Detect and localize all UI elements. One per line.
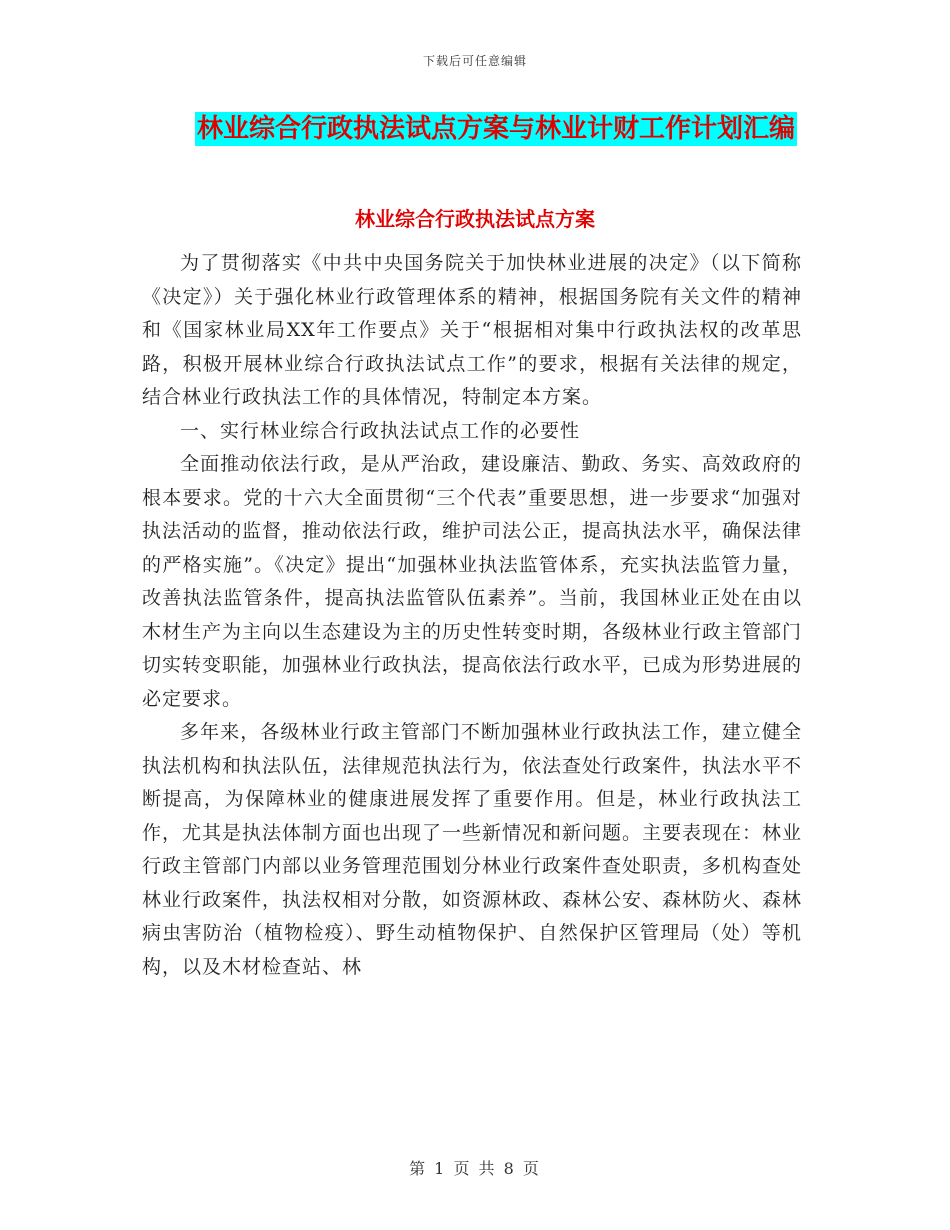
page-footer: 第 1 页 共 8 页 — [409, 1159, 541, 1178]
document-body — [142, 247, 802, 984]
header-note: 下载后可任意编辑 — [422, 54, 527, 68]
paragraph-intro: 为了贯彻落实《中共中央国务院关于加快林业进展的决定》（以下简称《决定》）关于强化林业行政管理体系的精神，根据国务院有关文件的精神和《国家林业局XX年工作要点》关于“根据相对集中行政执法权的改革思路，积极开展林业综合行政执法试点工作”的要求，根据有关法律的规定，结合林业行政执法工作的具体情况，特制定本方案。 — [142, 252, 802, 408]
paragraph-heading-one: 一、实行林业综合行政执法试点工作的必要性 — [180, 419, 581, 442]
paragraph-rule-of-law: 全面推动依法行政，是从严治政，建设廉洁、勤政、务实、高效政府的根本要求。党的十六大全面贯彻“三个代表”重要思想，进一步要求“加强对执法活动的监督，推动依法行政，维护司法公正，提高执法水平，确保法律的严格实施”。《决定》提出“加强林业执法监管体系，充实执法监管力量，改善执法监管条件，提高执法监管队伍素养”。当前，我国林业正处在由以木材生产为主向以生态建设为主的历史性转变时期，各级林业行政主管部门切实转变职能，加强林业行政执法，提高依法行政水平，已成为形势进展的必定要求。 — [142, 453, 803, 710]
paragraph-current-issues: 多年来，各级林业行政主管部门不断加强林业行政执法工作，建立健全执法机构和执法队伍，法律规范执法行为，依法查处行政案件，执法水平不断提高，为保障林业的健康进展发挥了重要作用。但是，林业行政执法工作，尤其是执法体制方面也出现了一些新情况和新问题。主要表现在：林业行政主管部门内部以业务管理范围划分林业行政案件查处职责，多机构查处林业行政案件，执法权相对分散，如资源林政、森林公安、森林防火、森林病虫害防治（植物检疫）、野生动植物保护、自然保护区管理局（处）等机构，以及木材检查站、林 — [142, 721, 803, 978]
document-title: 林业综合行政执法试点方案与林业计财工作计划汇编 — [197, 114, 796, 144]
section-title: 林业综合行政执法试点方案 — [355, 207, 595, 231]
